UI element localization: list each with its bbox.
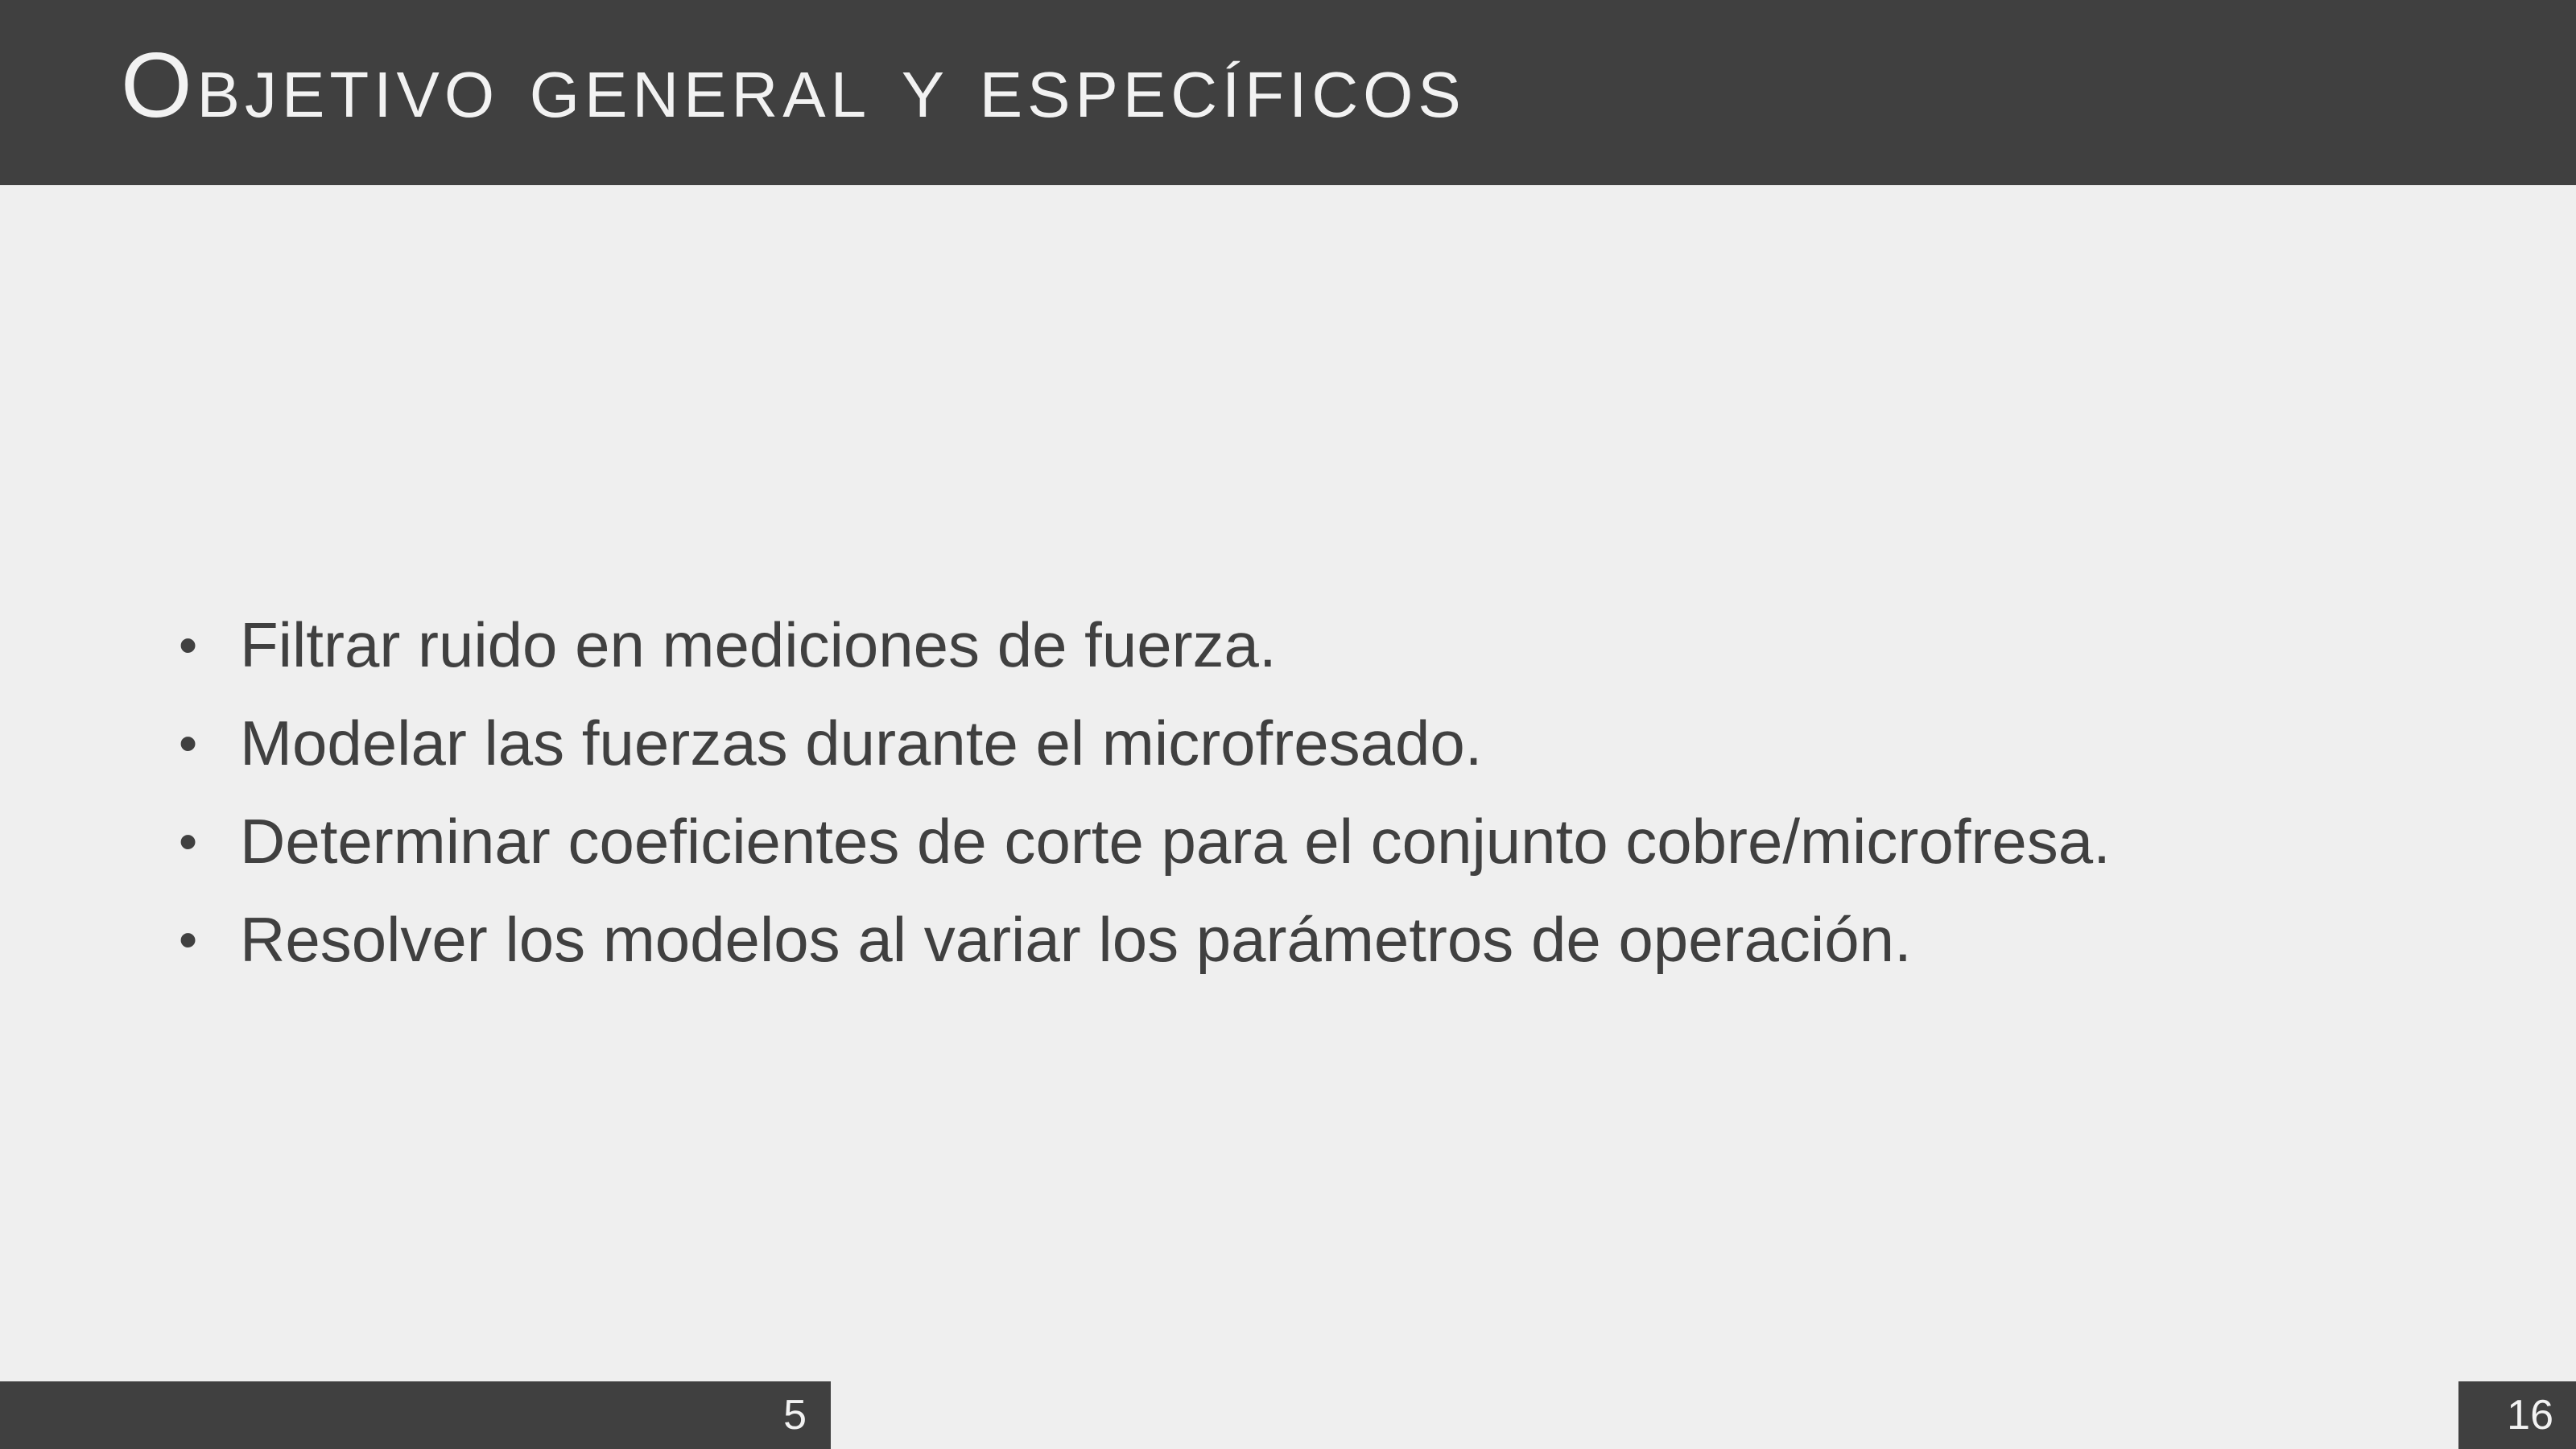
bullet-dot-icon: •: [179, 615, 198, 675]
bullet-item: [177, 596, 2111, 694]
bullet-dot-icon: •: [179, 811, 198, 871]
bullet-text: Modelar las fuerzas durante el microfresado.: [240, 708, 1483, 778]
bullet-dot-icon: •: [179, 713, 198, 773]
total-page-count: 16: [2507, 1392, 2553, 1439]
bullet-text: Resolver los modelos al variar los parámetros de operación.: [240, 904, 1912, 975]
bullet-list: [177, 596, 2111, 989]
title-bar: [0, 0, 2576, 185]
bullet-text: Filtrar ruido en mediciones de fuerza.: [240, 609, 1277, 680]
footer-section-bar: [0, 1381, 831, 1449]
bullet-text: Determinar coeficientes de corte para el conjunto cobre/microfresa.: [240, 806, 2111, 877]
bullet-dot-icon: •: [179, 910, 198, 969]
footer-total-bar: [2458, 1381, 2576, 1449]
slide-title: Objetivo general y específicos: [121, 35, 1466, 137]
bullet-item: [177, 890, 2111, 989]
bullet-item: [177, 792, 2111, 890]
bullet-item: [177, 694, 2111, 792]
current-page-number: 5: [783, 1392, 807, 1439]
